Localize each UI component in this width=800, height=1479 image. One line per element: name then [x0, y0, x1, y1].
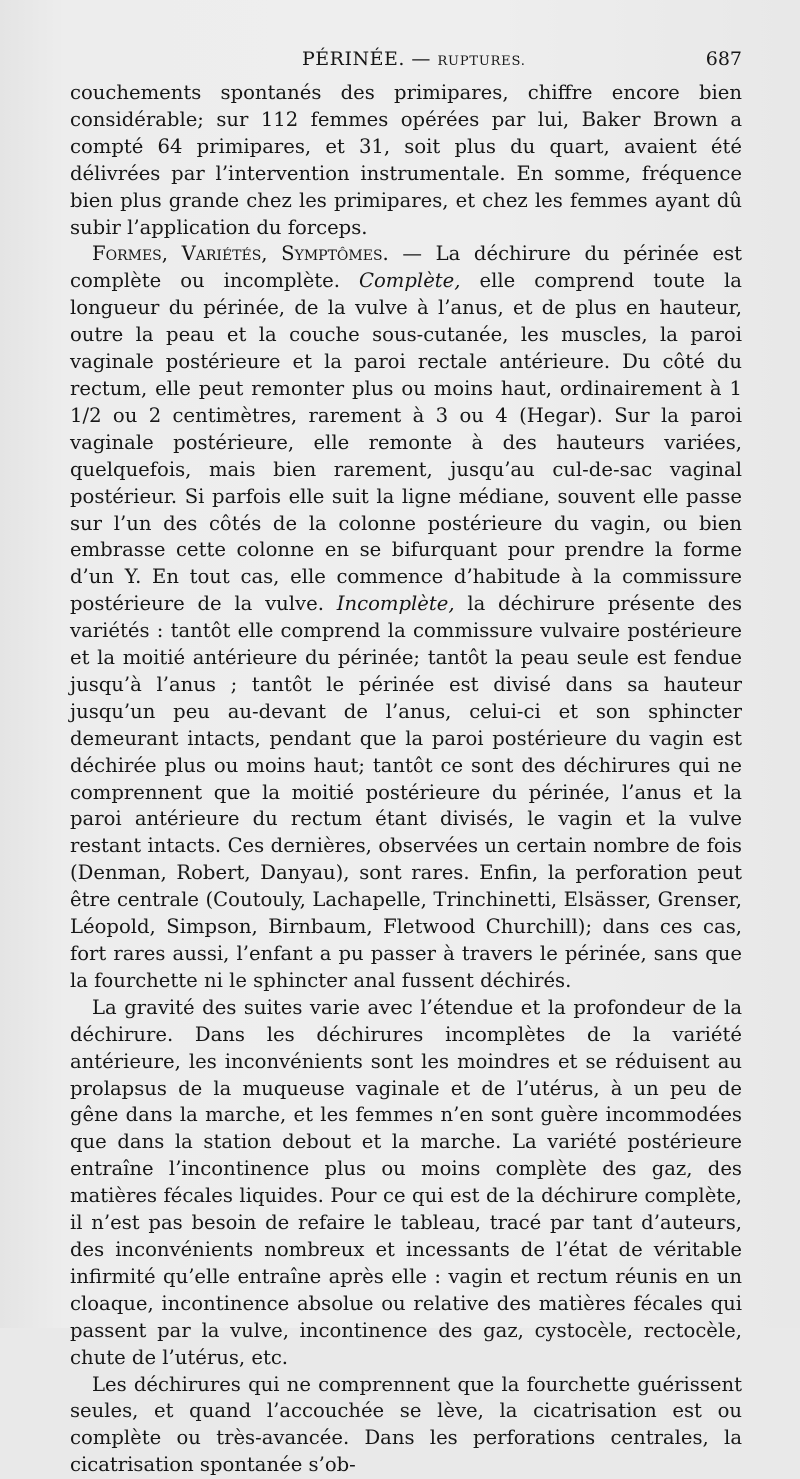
running-title: [302, 48, 526, 70]
paragraph-2-text-a: — La déchirure du périnée est complète ou incomplète.: [70, 242, 742, 292]
running-title-main: PÉRINÉE. —: [302, 48, 431, 70]
running-header: [70, 46, 742, 76]
term-complete: Complète,: [359, 269, 460, 292]
page-body: [70, 80, 742, 1479]
section-heading: Formes, Variétés, Symptômes.: [92, 242, 389, 265]
running-title-sub: RUPTURES.: [437, 54, 525, 69]
paragraph-2-text-b: elle comprend toute la longueur du périnée, de la vulve à l’anus, et de plus en hauteur, outre la peau et la couche sous-cutanée, les muscles, la paroi vaginale postérieure et la paroi rectale antérieure. Du côté du rectum, elle peut remonter plus ou moins haut, ordinairement à 1 1/2 ou 2 centimètres, rarement à 3 ou 4 (Hegar). Sur la paroi vaginale postérieure, elle remonte à des hauteurs variées, quelquefois, mais bien rarement, jusqu’au cul-de-sac vaginal postérieur. Si parfois elle suit la ligne médiane, souvent elle passe sur l’un des côtés de la colonne postérieure du vagin, ou bien embrasse cette colonne en se bifurquant pour prendre la forme d’un Y. En tout cas, elle commence d’habitude à la commissure postérieure de la vulve.: [70, 269, 742, 615]
paragraph-1: couchements spontanés des primipares, chiffre encore bien considérable; sur 112 femmes opérées par lui, Baker Brown a compté 64 primipares, et 31, soit plus du quart, avaient été délivrées par l’intervention instrumentale. En somme, fréquence bien plus grande chez les primipares, et chez les femmes ayant dû subir l’application du forceps.: [70, 80, 742, 241]
paragraph-2-text-c: la déchirure présente des variétés : tantôt elle comprend la commissure vulvaire postérieure et la moitié antérieure du périnée; tantôt la peau seule est fendue jusqu’à l’anus ; tantôt le périnée est divisé dans sa hauteur jusqu’un peu au-devant de l’anus, celui-ci et son sphincter demeurant intacts, pendant que la paroi postérieure du vagin est déchirée plus ou moins haut; tantôt ce sont des déchirures qui ne comprennent que la moitié postérieure du périnée, l’anus et la paroi antérieure du rectum étant divisés, le vagin et la vulve restant intacts. Ces dernières, observées un certain nombre de fois (Denman, Robert, Danyau), sont rares. Enfin, la perforation peut être centrale (Coutouly, Lachapelle, Trinchinetti, Elsässer, Grenser, Léopold, Simpson, Birnbaum, Fletwood Churchill); dans ces cas, fort rares aussi, l’enfant a pu passer à travers le périnée, sans que la fourchette ni le sphincter anal fussent déchirés.: [70, 592, 742, 992]
page-number: 687: [706, 48, 742, 70]
paragraph-2: [70, 241, 742, 994]
paragraph-4: Les déchirures qui ne comprennent que la fourchette guérissent seules, et quand l’accouchée se lève, la cicatrisation est ou complète ou très-avancée. Dans les perforations centrales, la cicatrisation spontanée s’ob-: [70, 1372, 742, 1479]
term-incomplete: Incomplète,: [337, 592, 455, 615]
paragraph-3: La gravité des suites varie avec l’étendue et la profondeur de la déchirure. Dans les déchirures incomplètes de la variété antérieure, les inconvénients sont les moindres et se réduisent au prolapsus de la muqueuse vaginale et de l’utérus, à un peu de gêne dans la marche, et les femmes n’en sont guère incommodées que dans la station debout et la marche. La variété postérieure entraîne l’incontinence plus ou moins complète des gaz, des matières fécales liquides. Pour ce qui est de la déchirure complète, il n’est pas besoin de refaire le tableau, tracé par tant d’auteurs, des inconvénients nombreux et incessants de l’état de véritable infirmité qu’elle entraîne après elle : vagin et rectum réunis en un cloaque, incontinence absolue ou relative des matières fécales qui passent par la vulve, incontinence des gaz, cystocèle, rectocèle, chute de l’utérus, etc.: [70, 995, 742, 1372]
